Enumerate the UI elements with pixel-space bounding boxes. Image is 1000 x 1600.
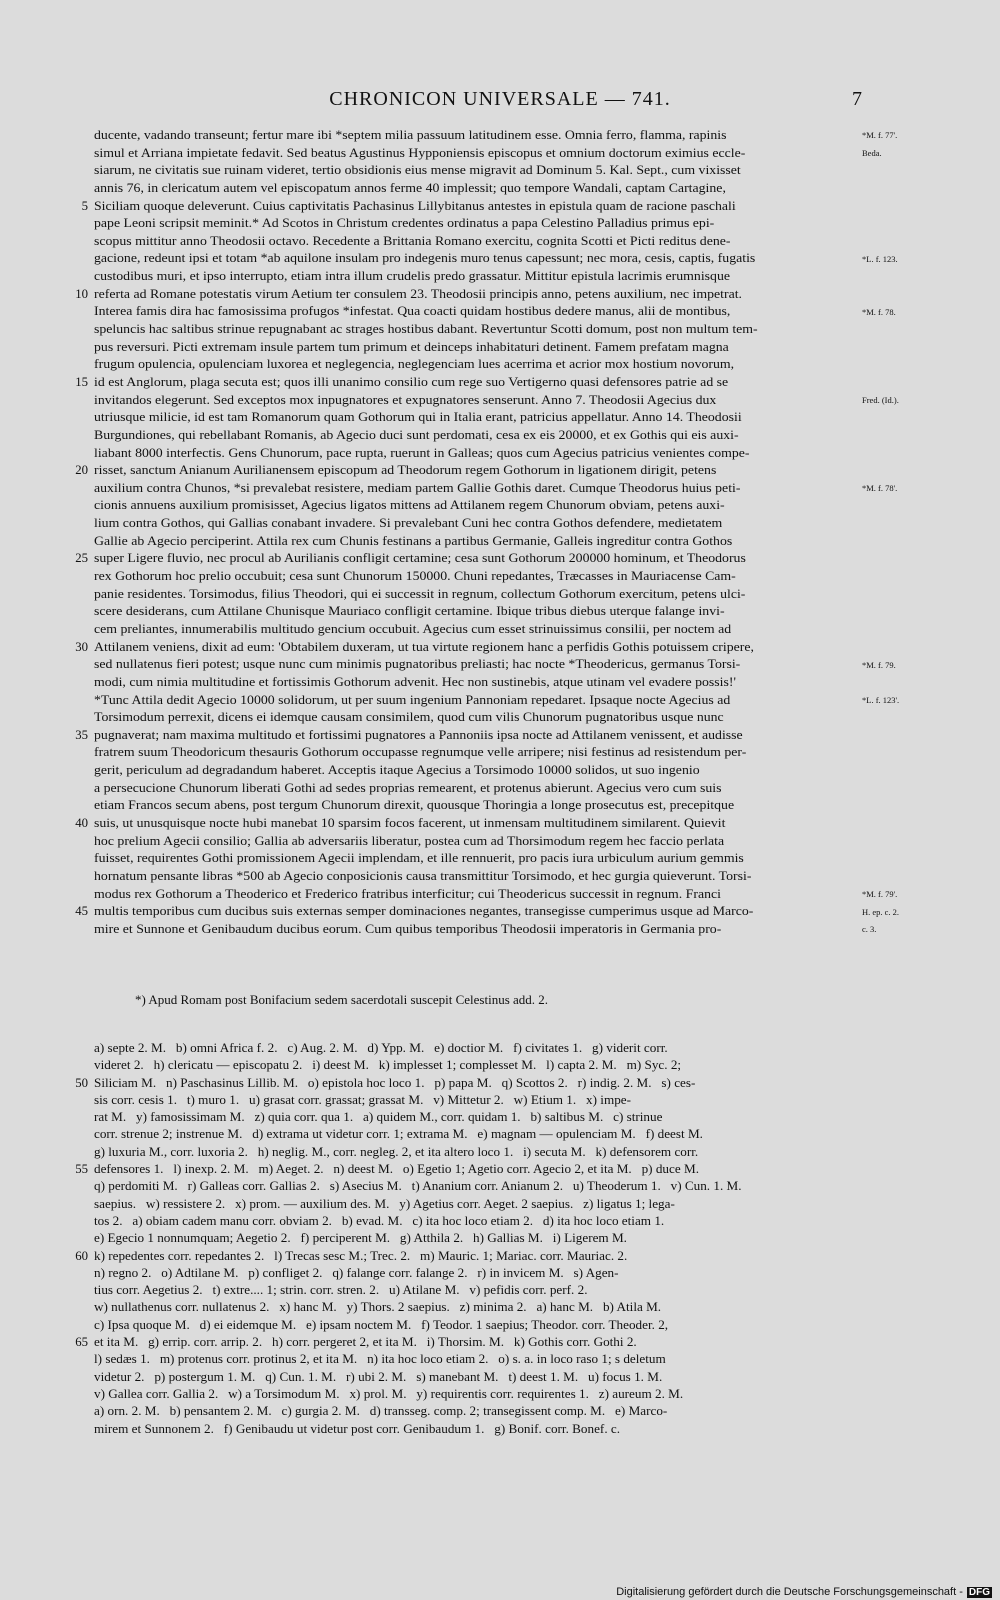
text-line-content: multis temporibus cum ducibus suis externas semper dominaciones negantes, transegisse cumperimus usque ad Marco-	[94, 904, 754, 919]
apparatus-line	[94, 1265, 852, 1282]
apparatus-line-content: rat M. y) famosissimam M. z) quia corr. qua 1. a) quidem M., corr. quidam 1. b) saltibus M. c) strinue	[94, 1110, 663, 1125]
apparatus-line	[75, 1334, 852, 1351]
line-number: 30	[75, 639, 88, 654]
text-line-content: rex Gothorum hoc prelio occubuit; cesa sunt Chunorum 150000. Chuni repedantes, Træcasses in Mauriacense Cam-	[94, 569, 736, 584]
line-number: 15	[75, 374, 88, 389]
text-line-content: simul et Arriana impietate fedavit. Sed beatus Agustinus Hypponiensis episcopus et omnium doctorum eximius eccle-	[94, 145, 746, 160]
margin-note: Fred. (Id.).	[862, 394, 899, 405]
text-line	[94, 162, 852, 180]
critical-apparatus	[75, 1040, 852, 1438]
text-line-content: fuisset, requirentes Gothi promissionem Agecii implendam, et ille rennuerit, pro pacis iura urbiculum aurium gemmis	[94, 851, 744, 866]
text-line-content: scopus mittitur anno Theodosii octavo. Recedente a Brittania Romano exercitu, cognita Scotti et Picti reditus dene-	[94, 233, 731, 248]
apparatus-line	[75, 1075, 852, 1092]
margin-note: *L. f. 123.	[862, 253, 898, 264]
text-line-content: modi, cum nimia multitudine et fortissimis Gothorum advenit. Hec non sustinebis, atque utinam vel evadere possis!'	[94, 674, 736, 689]
text-line-content: ducente, vadando transeunt; fertur mare ibi *septem milia passuum latitudinem esse. Omnia ferro, flamma, rapinis	[94, 128, 727, 142]
apparatus-line	[94, 1213, 852, 1230]
text-line	[94, 250, 852, 268]
line-number: 40	[75, 815, 88, 830]
apparatus-line	[75, 1248, 852, 1265]
text-line-content: Burgundiones, qui rebellabant Romanis, ab Agecio duci sunt perdomati, cesa ex eis 20000, et ex Gothis qui eis auxi-	[94, 427, 739, 442]
line-number: 65	[75, 1335, 88, 1350]
margin-note: Beda.	[862, 147, 882, 158]
apparatus-line-content: saepius. w) ressistere 2. x) prom. — auxilium des. M. y) Agetius corr. Aeget. 2 saepius. z) ligatus 1; lega-	[94, 1196, 675, 1211]
line-number: 5	[81, 198, 88, 213]
text-line	[94, 621, 852, 639]
margin-note: *M. f. 77'.	[862, 130, 898, 140]
line-number: 20	[75, 463, 88, 478]
text-line	[94, 497, 852, 515]
text-line-content: pugnaverat; nam maxima multitudo et fortissimi pugnatores a Pannoniis ipsa nocte ad Attilanem venissent, et audisse	[94, 727, 743, 742]
margin-note: *M. f. 79.	[862, 659, 896, 670]
text-line	[94, 127, 852, 145]
text-line-content: fratrem suum Theodoricum thesauris Gothorum occupasse regnumque velle arripere; nisi festinus ad resistendum per-	[94, 745, 747, 760]
apparatus-line	[94, 1421, 852, 1438]
apparatus-line-content: videtur 2. p) postergum 1. M. q) Cun. 1. M. r) ubi 2. M. s) manebant M. t) deest 1. M. u) focus 1. M.	[94, 1369, 663, 1384]
apparatus-line-content: sis corr. cesis 1. t) muro 1. u) grasat corr. grassat; grassat M. v) Mittetur 2. w) Etium 1. x) impe-	[94, 1092, 632, 1107]
apparatus-line-content: n) regno 2. o) Adtilane M. p) confliget 2. q) falange corr. falange 2. r) in invicem M. s) Agen-	[94, 1265, 619, 1280]
apparatus-line	[94, 1109, 852, 1126]
text-line	[94, 356, 852, 374]
text-line	[75, 550, 852, 568]
apparatus-line-content: a) orn. 2. M. b) pensantem 2. M. c) gurgia 2. M. d) transseg. comp. 2; transegissent comp. M. e) Marco-	[94, 1404, 668, 1419]
apparatus-line-content: v) Gallea corr. Gallia 2. w) a Torsimodum M. x) prol. M. y) requirentis corr. requirentes 1. z) aureum 2. M.	[94, 1386, 684, 1401]
apparatus-line	[94, 1040, 852, 1057]
text-line	[94, 480, 852, 498]
text-line	[94, 833, 852, 851]
text-line-content: panie residentes. Torsimodus, filius Theodori, qui ei successit in regnum, collectum Gothorum exercitum, petens ulci-	[94, 586, 746, 601]
apparatus-line	[94, 1196, 852, 1213]
text-line-content: auxilium contra Chunos, *si prevalebat resistere, mediam partem Gallie Gothis daret. Cumque Theodorus huius peti-	[94, 480, 741, 495]
text-line	[94, 515, 852, 533]
apparatus-line	[75, 1161, 852, 1178]
text-line-content: Torsimodum perrexit, dicens ei idemque causam consimilem, quod cum vilis Chunorum pugnatoribus usque nunc	[94, 710, 724, 725]
text-line	[94, 268, 852, 286]
margin-note: *M. f. 79'.	[862, 888, 898, 899]
apparatus-line	[94, 1126, 852, 1143]
footer-text: Digitalisierung gefördert durch die Deutsche Forschungsgemeinschaft -	[616, 1586, 963, 1598]
text-line-content: modus rex Gothorum a Theoderico et Frederico fratribus interficitur; cui Theodericus successit in regnum. Franci	[94, 886, 721, 901]
apparatus-line	[94, 1230, 852, 1247]
text-line-content: hornatum pensante libras *500 ab Agecio conposicionis causa transmittitur Torsimodo, et hec gurgia quieverunt. Torsi-	[94, 868, 752, 883]
apparatus-line-content: tius corr. Aegetius 2. t) extre.... 1; strin. corr. stren. 2. u) Atilane M. v) pefidis corr. perf. 2.	[94, 1283, 588, 1298]
text-line-content: mire et Sunnone et Genibaudum ducibus eorum. Cum quibus temporibus Theodosii imperatoris in Germania pro-	[94, 921, 722, 936]
page-header	[0, 88, 1000, 118]
text-line	[75, 639, 852, 657]
text-line-content: a persecucione Chunorum liberati Gothi ad sedes proprias remearent, et protenus abierunt. Agecius vero cum suis	[94, 780, 722, 795]
text-line-content: gacione, redeunt ipsi et totam *ab aquilone insulam pro indegenis muro tenus capessunt; nec mora, cesis, captis, fugatis	[94, 251, 756, 266]
text-line	[94, 233, 852, 251]
footer-credit	[616, 1586, 992, 1598]
text-line-content: sed nullatenus fieri potest; usque nunc cum minimis pugnatoribus preliasti; hac nocte *Theodericus, germanus Torsi-	[94, 657, 741, 672]
apparatus-line	[94, 1282, 852, 1299]
apparatus-line	[94, 1403, 852, 1420]
apparatus-line	[94, 1092, 852, 1109]
text-line-content: speluncis hac saltibus strinue repugnabant ac strages hostibus dabant. Revertuntur Scotti domum, post non multum tem-	[94, 322, 758, 337]
text-line	[94, 850, 852, 868]
text-line	[94, 339, 852, 357]
text-line	[94, 797, 852, 815]
text-line-content: utriusque milicie, id est tam Romanorum quam Gothorum qui in Italia erant, patricius appellatur. Anno 14. Theodosii	[94, 410, 742, 425]
apparatus-line-content: g) luxuria M., corr. luxoria 2. h) neglig. M., corr. negleg. 2, et ita altero loco 1. i) secuta M. k) defensorem corr.	[94, 1144, 699, 1159]
text-line	[94, 215, 852, 233]
margin-note: *M. f. 78'.	[862, 483, 898, 493]
text-line-content: *Tunc Attila dedit Agecio 10000 solidorum, ut per suum ingenium Pannoniam repedaret. Ipsaque nocte Agecius ad	[94, 692, 731, 707]
text-line	[94, 180, 852, 198]
apparatus-line-content: defensores 1. l) inexp. 2. M. m) Aeget. 2. n) deest M. o) Egetio 1; Agetio corr. Agecio 2, et ita M. p) duce M.	[94, 1162, 699, 1177]
line-number: 55	[75, 1162, 88, 1177]
text-line-content: Attilanem veniens, dixit ad eum: 'Obtabilem duxeram, ut tua virtute regionem hanc a perfidis Gothis potuissem cripere,	[94, 639, 754, 654]
line-number: 50	[75, 1075, 88, 1090]
text-line	[75, 374, 852, 392]
text-line	[94, 656, 852, 674]
footnote: *) Apud Romam post Bonifacium sedem sacerdotali suscepit Celestinus add. 2.	[135, 992, 549, 1007]
text-line	[94, 744, 852, 762]
text-line-content: siarum, ne civitatis sue ruinam videret, tertio obsidionis eius mense migravit ad Dominum 5. Kal. Sept., cum vixisset	[94, 163, 741, 178]
text-line-content: suis, ut unusquisque nocte hubi manebat 10 sparsim focos facerent, ut inmensam multitudinem similarent. Quievit	[94, 815, 726, 830]
running-title: CHRONICON UNIVERSALE — 741.	[329, 88, 671, 110]
text-line-content: gerit, periculum ad degradandum haberet. Acceptis itaque Agecius a Torsimodo 10000 solidos, ut suo ingenio	[94, 763, 700, 778]
page-number: 7	[852, 88, 862, 110]
apparatus-line-content: et ita M. g) errip. corr. arrip. 2. h) corr. pergeret 2, et ita M. i) Thorsim. M. k) Gothis corr. Gothi 2.	[94, 1335, 637, 1350]
text-line-content: hoc prelium Agecii consilio; Gallia ab adversariis liberatur, postea cum ad Thorsimodum regem hec faccio perlata	[94, 833, 725, 848]
apparatus-line-content: tos 2. a) obiam cadem manu corr. obviam 2. b) evad. M. c) ita hoc loco etiam 2. d) ita hoc loco etiam 1.	[94, 1213, 665, 1228]
text-line	[94, 303, 852, 321]
apparatus-line-content: c) Ipsa quoque M. d) ei eidemque M. e) ipsam noctem M. f) Teodor. 1 saepius; Theodor. corr. Theoder. 2,	[94, 1317, 669, 1332]
text-line-content: custodibus muri, et ipso interrupto, etiam intra illum crudelis predo grassatur. Mittitur epistula lacrimis erumnisque	[94, 269, 731, 284]
line-number: 10	[75, 286, 88, 301]
apparatus-line	[94, 1178, 852, 1195]
text-line-content: etiam Francos secum abens, post tergum Chunorum direxit, quousque Thoringia a longe prosecutus est, precepitque	[94, 798, 735, 813]
text-line	[94, 321, 852, 339]
apparatus-line-content: videret 2. h) clericatu — episcopatu 2. i) deest M. k) implesset 1; complesset M. l) capta 2. M. m) Syc. 2;	[94, 1058, 682, 1073]
text-line	[94, 586, 852, 604]
text-line-content: annis 76, in clericatum autem vel episcopatum annos ferme 40 implessit; quo tempore Wandali, captam Cartagine,	[94, 180, 726, 195]
apparatus-line-content: w) nullathenus corr. nullatenus 2. x) hanc M. y) Thors. 2 saepius. z) minima 2. a) hanc M. b) Atila M.	[94, 1300, 662, 1315]
text-line	[75, 815, 852, 833]
text-line	[94, 709, 852, 727]
apparatus-line	[94, 1144, 852, 1161]
text-line	[94, 568, 852, 586]
text-line-content: liabant 8000 interfectis. Gens Chunorum, pace rupta, ruerunt in Galleas; quos cum Agecius patricius venientes compe-	[94, 445, 750, 460]
line-number: 60	[75, 1248, 88, 1263]
text-line	[94, 409, 852, 427]
text-line-content: super Ligere fluvio, nec procul ab Aurilianis confligit certamine; cesa sunt Gothorum 200000 hominum, et Theodorus	[94, 551, 746, 566]
text-line-content: scere desiderans, cum Attilane Chunisque Mauriaco confligit certamine. Ibique tribus diebus uterque falange invi-	[94, 604, 725, 619]
text-line-content: invitandos elegerunt. Sed exceptos mox inpugnatores et expugnatores senserunt. Anno 7. Theodosii Agecius dux	[94, 392, 717, 407]
margin-note: *M. f. 78.	[862, 306, 896, 317]
apparatus-line	[94, 1351, 852, 1368]
text-line-content: lium contra Gothos, qui Gallias conabant invadere. Si prevalebant Cuni hec contra Gothos defendere, medietatem	[94, 516, 723, 531]
apparatus-line-content: mirem et Sunnonem 2. f) Genibaudu ut videtur post corr. Genibaudum 1. g) Bonif. corr. Bonef. c.	[94, 1421, 621, 1436]
apparatus-line	[94, 1386, 852, 1403]
text-line-content: cionis annuens auxilium promisisset, Agecius ligatos mittens ad Attilanem regem Chunorum obviam, petens auxi-	[94, 498, 725, 513]
line-number: 25	[75, 551, 88, 566]
line-number: 45	[75, 904, 88, 919]
text-line-content: Interea famis dira hac famosissima profugos *infestat. Qua coacti quidam hostibus dedere manus, alii de montibus,	[94, 304, 731, 319]
text-line	[94, 921, 852, 939]
apparatus-line-content: Siliciam M. n) Paschasinus Lillib. M. o) epistola hoc loco 1. p) papa M. q) Scottos 2. r) indig. 2. M. s) ces-	[94, 1075, 696, 1090]
text-line-content: cem preliantes, innumerabilis multitudo gencium occubuit. Agecius cum esset strinuissimus consilii, per noctem ad	[94, 621, 732, 636]
text-line-content: pus reversuri. Picti extremam insule partem tum primum et deinceps inhabitaturi detinent. Famem prefatam magna	[94, 339, 729, 354]
apparatus-line-content: a) septe 2. M. b) omni Africa f. 2. c) Aug. 2. M. d) Ypp. M. e) doctior M. f) civitates 1. g) viderit corr.	[94, 1041, 668, 1055]
text-line	[94, 886, 852, 904]
text-line	[75, 903, 852, 921]
apparatus-line-content: k) repedentes corr. repedantes 2. l) Trecas sesc M.; Trec. 2. m) Mauric. 1; Mariac. corr. Mauriac. 2.	[94, 1248, 628, 1263]
text-line	[75, 286, 852, 304]
apparatus-line	[94, 1369, 852, 1386]
text-line-content: risset, sanctum Anianum Aurilianensem episcopum ad Theodorum regem Gothorum in ligationem dirigit, petens	[94, 463, 717, 478]
text-line-content: frugum opulencia, opulenciam luxorea et neglegencia, neglegenciam lues acerrima et acrior mox hostium novorum,	[94, 357, 735, 372]
text-line	[94, 445, 852, 463]
margin-note: H. ep. c. 2.	[862, 906, 900, 917]
apparatus-line-content: q) perdomiti M. r) Galleas corr. Gallias 2. s) Asecius M. t) Ananium corr. Anianum 2. u) Theoderum 1. v) Cun. 1. M.	[94, 1179, 742, 1194]
text-line	[94, 427, 852, 445]
main-text	[75, 127, 852, 938]
text-line	[94, 603, 852, 621]
apparatus-line	[94, 1299, 852, 1316]
apparatus-line-content: l) sedæs 1. m) protenus corr. protinus 2, et ita M. n) ita hoc loco etiam 2. o) s. a. in loco raso 1; s deletum	[94, 1352, 666, 1367]
text-line-content: id est Anglorum, plaga secuta est; quos illi unanimo consilio cum rege suo Vertigerno quasi defensores patrie ad se	[94, 374, 729, 389]
text-line-content: pape Leoni scripsit meminit.* Ad Scotos in Christum credentes ordinatus a papa Celestino Palladius primus epi-	[94, 216, 715, 231]
text-line-content: Gallie ab Agecio perciperint. Attila rex cum Chunis festinans a partibus Germanie, Galleis ingreditur contra Gothos	[94, 533, 733, 548]
text-line	[94, 868, 852, 886]
text-line	[75, 727, 852, 745]
dfg-logo: DFG	[968, 1587, 990, 1598]
text-line	[94, 692, 852, 710]
text-line	[94, 533, 852, 551]
apparatus-line-content: e) Egecio 1 nonnumquam; Aegetio 2. f) perciperent M. g) Atthila 2. h) Gallias M. i) Ligerem M.	[94, 1231, 627, 1246]
text-line-content: Siciliam quoque deleverunt. Cuius captivitatis Pachasinus Lillybitanus antestes in epistula quam de racione paschali	[94, 198, 736, 213]
text-line-content: referta ad Romane potestatis virum Aetium ter consulem 23. Theodosii principis anno, petens auxilium, nec impetrat.	[94, 286, 743, 301]
text-line	[94, 762, 852, 780]
margin-note: *L. f. 123'.	[862, 694, 900, 705]
text-line	[81, 198, 852, 216]
apparatus-line	[94, 1057, 852, 1074]
apparatus-line-content: corr. strenue 2; instrenue M. d) extrama ut videtur corr. 1; extrama M. e) magnam — opulenciam M. f) deest M.	[94, 1127, 703, 1142]
text-line	[75, 462, 852, 480]
text-line	[94, 145, 852, 163]
text-line	[94, 674, 852, 692]
apparatus-line	[94, 1317, 852, 1334]
text-line	[94, 780, 852, 798]
line-number: 35	[75, 727, 88, 742]
margin-note: c. 3.	[862, 924, 877, 935]
text-line	[94, 392, 852, 410]
